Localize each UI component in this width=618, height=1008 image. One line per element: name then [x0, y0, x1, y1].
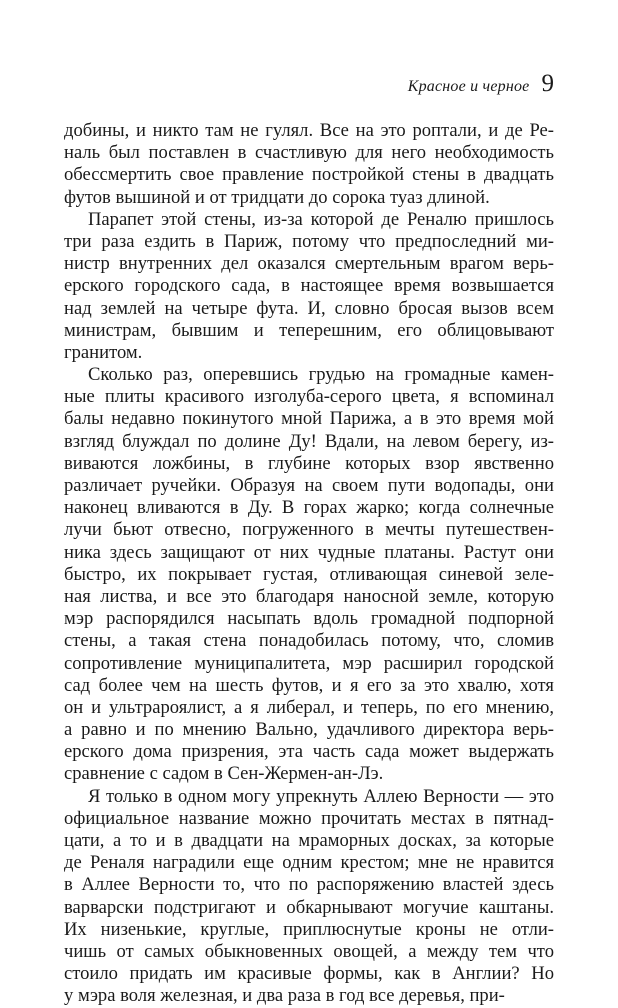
text-line: варварски подстригают и обкарнывают могучие каштаны. — [64, 896, 554, 918]
text-line: ерского городского сада, в настоящее время возвышается — [64, 275, 554, 297]
text-line: гранитом. — [64, 341, 143, 363]
book-page — [64, 0, 554, 1007]
text-line: де Реналя наградили еще одним крестом; мне не нравится — [64, 852, 554, 874]
text-line: ные плиты красивого изголуба-серого цвета, я вспоминал — [64, 386, 554, 408]
running-title: Красное и черное — [407, 78, 530, 95]
running-header — [408, 70, 554, 98]
text-line: цати, а то и в двадцати на мраморных досках, за которые — [64, 830, 554, 851]
text-line: министрам, бывшим и теперешним, его облицовывают — [64, 319, 554, 341]
text-line: Парапет этой стены, из-за которой де Реналю пришлось — [88, 208, 554, 230]
paragraph — [64, 786, 554, 1008]
text-line: у мэра воля железная, и два раза в год все деревья, при- — [64, 985, 505, 1007]
text-line: сад более чем на шесть футов, и я его за это хвалю, хотя — [64, 674, 554, 696]
text-line: в Аллее Верности то, что по распоряжению властей здесь — [64, 874, 554, 896]
text-line: балы недавно покинутого мной Парижа, а в это время мой — [64, 408, 554, 430]
paragraph — [64, 120, 554, 209]
text-line: стоило придать им красивые формы, как в Англии? Но — [64, 963, 554, 985]
text-line: футов вышиной и от тридцати до сорока туаз длиной. — [64, 186, 490, 208]
text-line: нистр внутренних дел оказался смертельным врагом верь- — [64, 253, 554, 275]
text-line: а равно и по мнению Вально, удачливого директора верь- — [64, 719, 554, 741]
text-line: чишь от самых обыкновенных овощей, а между тем что — [64, 940, 554, 962]
text-line: лучи бьют отвесно, погруженного в мечты путешествен- — [64, 519, 554, 541]
text-line: Их низенькие, круглые, приплюснутые кроны не отли- — [64, 918, 554, 940]
text-line: три раза ездить в Париж, потому что предпоследний ми- — [64, 230, 554, 252]
text-line: наль был поставлен в счастливую для него необходимость — [64, 142, 554, 164]
text-line: обессмертить свое правление постройкой стены в двадцать — [64, 164, 554, 186]
paragraph — [64, 209, 554, 364]
body-text — [64, 120, 554, 1008]
text-line: ника здесь защищают от них чудные платаны. Растут они — [64, 541, 554, 563]
text-line: над землей на четыре фута. И, словно бросая вызов всем — [64, 297, 554, 319]
text-line: мэр распорядился насыпать вдоль громадной подпорной — [64, 608, 554, 630]
text-line: добины, и никто там не гулял. Все на это роптали, и де Ре- — [64, 120, 554, 141]
text-line: взгляд блуждал по долине Ду! Вдали, на левом берегу, из- — [64, 430, 554, 452]
text-line: ная листва, и все это благодаря наносной земле, которую — [64, 585, 554, 607]
page-number: 9 — [541, 70, 554, 97]
text-line: сопротивление муниципалитета, мэр расширил городской — [64, 652, 554, 674]
text-line: ерского дома призрения, эта часть сада может выдержать — [64, 741, 554, 763]
text-line: сравнение с садом в Сен-Жермен-ан-Лэ. — [64, 763, 384, 785]
text-line: наконец вливаются в Ду. В горах жарко; когда солнечные — [64, 497, 554, 519]
text-line: Сколько раз, оперевшись грудью на громадные камен- — [88, 364, 554, 386]
text-line: различает ручейки. Образуя на своем пути водопады, они — [64, 475, 554, 496]
text-line: он и ультрароялист, а я либерал, и теперь, по его мнению, — [64, 696, 554, 718]
text-line: стены, а такая стена понадобилась потому, что, сломив — [64, 630, 554, 652]
text-line: Я только в одном могу упрекнуть Аллею Верности — это — [88, 785, 554, 807]
text-line: быстро, их покрывает густая, отливающая синевой зеле- — [64, 563, 554, 585]
paragraph — [64, 364, 554, 786]
text-line: официальное название можно прочитать местах в пятнад- — [64, 807, 554, 829]
text-line: виваются ложбины, в глубине которых взор явственно — [64, 452, 554, 474]
